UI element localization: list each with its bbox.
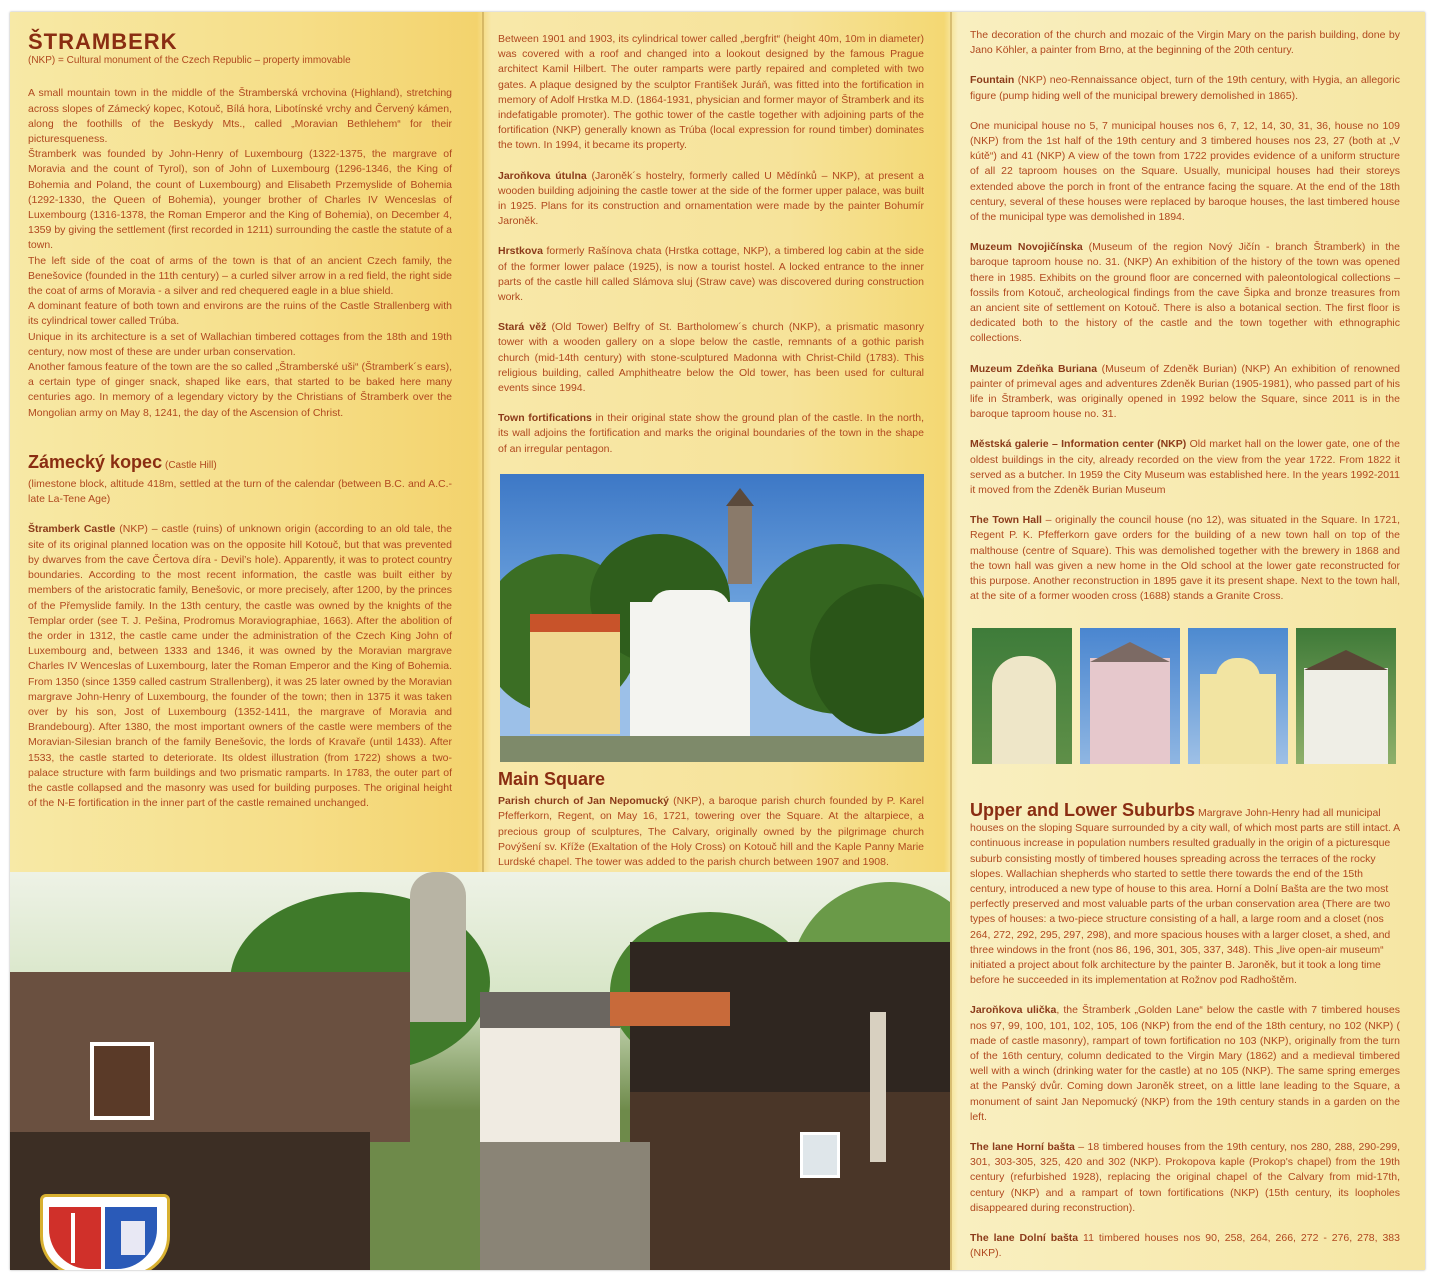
page-title: ŠTRAMBERK — [28, 29, 178, 54]
item-text: (Museum of the region Nový Jičín - branch Štramberk) in the baroque taproom house no. 31. (NKP) An exhibition of the history of the town was opened there in 1985. Exhibits on the ground floor are concerned with paleontological collections – fossils from Kotouč, archeological findings from the cave Šipka and bronze treasures from an ancient site of settlement on Kotouč. There is also a botanical section. The first floor is dedicated both to the history of the castle and the town together with ethnographic collections. — [970, 241, 1400, 345]
tower-roof — [726, 488, 754, 506]
paragraph: The left side of the coat of arms of the town is that of an ancient Czech family, the Benešovice (founded in the 11th century) – a curled silver arrow in a red field, the right side the coat of arms of Moravia - a silver and red chequered eagle in a blue shield. — [28, 254, 452, 298]
item-text: Old market hall on the lower gate, one of the oldest buildings in the city, already recorded on the view from the year 1722. From 1822 it served as a butcher. In 1959 the City Museum was established here. In the years 1992-2011 it moved from the Zdeněk Burian Museum — [970, 438, 1400, 497]
item-text: (Old Tower) Belfry of St. Bartholomew´s church (NKP), a prismatic masonry tower with a wooden gallery on a slope below the castle, remnants of a gothic parish church (mid-14th century) with stone-sculptured Madonna with Christ-Child (1783). This religious building, called Amphitheatre below the Old tower, has been used for cultural events since 1994. — [498, 321, 924, 395]
suburbs-text: Margrave John-Henry had all municipal houses on the sloping Square surrounded by a city wall, of which most parts are still intact. A continuous increase in population numbers resulted gradually in the origin of a picturesque suburb consisting mostly of timbered houses spreading across the terraces of the rocky slopes. Wallachian shepherds who started to settle there towards the end of the 15th century, introduced a new type of house to this area. Horní a Dolní Bašta are the two most perfectly preserved and most valuable parts of the urban conservation area (There are two types of houses: a two-piece structure consisting of a hall, a large room and a closet (nos 264, 272, 292, 295, 297, 298), and more spacious houses with a larger closet, a shed, and three windows in the front (nos 86, 196, 301, 305, 337, 348). This „live open-air museum“ initiated a project about folk architecture by the painter B. Jaroněk, but it took a long time before he succeeded in its implementation at Rožnov pod Radhoštěm. — [970, 807, 1400, 987]
column-1 — [28, 29, 452, 826]
paragraph: A dominant feature of both town and environs are the ruins of the Castle Strallenberg with its cylindrical tower called Trúba. — [28, 300, 452, 328]
main-square-photo — [500, 474, 924, 762]
paragraph: Unique in its architecture is a set of Wallachian timbered cottages from the 18th and 19th century, now most of these are under urban conservation. — [28, 330, 452, 358]
item-text: – originally the council house (no 12), was situated in the Square. In 1721, Regent P. K. Pfefferkorn gave orders for the building of a new town hall on top of the malthouse (centre of Square). This was demolished together with the brewery in 1868 and the town hall was given a new home in the Old school at the lower gate reconstructed for this purpose. Another reconstruction in 1895 gave it its present shape. Next to the town hall, at the site of a former wooden cross (1688) stands a Granite Cross. — [970, 514, 1400, 603]
column-3 — [970, 28, 1400, 620]
item — [970, 73, 1400, 103]
item-text: 11 timbered houses nos 90, 258, 264, 266, 272 - 276, 278, 383 (NKP). — [970, 1232, 1400, 1260]
suburbs-section — [970, 788, 1400, 1270]
item-text: (NKP) neo-Rennaissance object, turn of the 19th century, with Hygia, an allegoric figure (pump hiding well of the municipal brewery demolished in 1865). — [970, 74, 1400, 102]
castle-paragraph — [28, 522, 452, 811]
castle-tower — [410, 872, 466, 1022]
cottage-wall — [630, 1092, 950, 1270]
item — [970, 240, 1400, 346]
item — [970, 362, 1400, 423]
yellow-house — [530, 624, 620, 734]
section-heading — [28, 451, 452, 473]
section-title-note: (Castle Hill) — [165, 459, 217, 471]
section-title: Zámecký kopec — [28, 451, 163, 472]
paragraph: Another famous feature of the town are the so called „Štramberské uši“ (Štramberk´s ears), a certain type of ginger snack, shaped like ears, that started to be baked here many centuries ago. In memory of a legendary victory by the Christians of Štramberk over the Mongolian army on May 8, 1241, the day of the Ascension of Christ. — [28, 361, 452, 419]
section-subtitle: (limestone block, altitude 418m, settled at the turn of the calendar (between B.C. and A.C.- late La-Tene Age) — [28, 478, 452, 506]
item-label: Jaroňkova útulna — [498, 169, 587, 182]
cottage-window — [800, 1132, 840, 1178]
item — [970, 437, 1400, 498]
item — [970, 119, 1400, 225]
photo-old-tower — [972, 628, 1072, 764]
item-text: (NKP), a baroque parish church founded by P. Karel Pfefferkorn, Regent, on May 16, 1721, towering over the Square. At the altarpiece, a precious group of sculptures, The Calvary, originally owned by the pilgrimage church Povýšení sv. Kříže (Exaltation of the Holy Cross) on Kotouč hill and the Kaple Panny Marie Lurdské chapel. The tower was added to the parish church between 1907 and 1908. — [498, 795, 924, 869]
white-house — [480, 1022, 620, 1142]
street-photo — [10, 872, 950, 1270]
item — [970, 1231, 1400, 1261]
item-label: Muzeum Zdeňka Buriana — [970, 362, 1098, 375]
parish-paragraph — [498, 794, 924, 870]
item-label: Hrstkova — [498, 245, 543, 258]
item-text: , the Štramberk „Golden Lane“ below the castle with 7 timbered houses nos 97, 99, 100, 101, 102, 105, 106 (NKP) from the end of the 18th century, no 102 (NKP) ( made of castle masonry), rampart of town fortification no 103 (NKP), originally from the turn of the 16th century, column dedicated to the Virgin Mary (1862) and a medieval timbered well with a winch (drinking water for the castle) at no 105 (NKP). The same spring emerges at the Panský dvůr. Coming down Jaroněk street, on a little lane leading to the Square, a monument of saint Jan Nepomucký (NKP) from the 19th century stands in a garden on the left. — [970, 1004, 1400, 1123]
section-title: Main Square — [498, 769, 606, 789]
item-label: The Town Hall — [970, 514, 1042, 527]
section-title: Upper and Lower Suburbs — [970, 800, 1196, 820]
cottage-roof — [10, 972, 410, 1142]
item-text: (Jaroněk´s hostelry, formerly called U Mědínků – NKP), at present a wooden building adjoining the castle tower at the side of the former upper palace, was built in 1925. Plans for its construction and ornamentation were made by the painter Bohumír Jaroněk. — [498, 169, 924, 228]
item-label: The lane Horní bašta — [970, 1141, 1075, 1154]
item-text: (Museum of Zdeněk Burian) (NKP) An exhibition of renowned painter of primeval ages and adventures Zdeněk Burian (1905-1981), who passed part of his life in Štramberk, was originally opened in 1992 below the Square, since 2011 is in the baroque taproom house no. 31. — [970, 362, 1400, 421]
item-label: Stará věž — [498, 321, 547, 334]
item-label: Muzeum Novojičínska — [970, 241, 1083, 254]
cottage-window — [90, 1042, 154, 1120]
brochure-sheet — [10, 12, 1425, 1270]
item-text: in their original state show the ground plan of the castle. In the north, its wall adjoins the fortification and marks the original boundaries of the town in the shape of an irregular pentagon. — [498, 412, 924, 455]
photo-timbered-house — [1296, 628, 1396, 764]
item — [498, 169, 924, 230]
item-label: The lane Dolní bašta — [970, 1232, 1079, 1245]
intro-text — [28, 86, 452, 420]
item — [498, 244, 924, 305]
column-2 — [498, 32, 924, 472]
square-ground — [500, 736, 924, 762]
paragraph: A small mountain town in the middle of the Štramberská vrchovina (Highland), stretching across slopes of Zámecký kopec, Kotouč, Bílá hora, Libotínské vrchy and Červený kámen, along the foothills of the Beskydy Mts., called „Moravian Bethlehem“ for their picturesqueness. — [28, 87, 452, 146]
photo-town-hall — [1080, 628, 1180, 764]
item-label: Jaroňkova ulička — [970, 1004, 1057, 1017]
item-label: Fountain — [970, 74, 1015, 87]
item-text: – 18 timbered houses from the 19th century, nos 280, 288, 290-299, 301, 303-305, 325, 420 and 302 (NKP). Prokopova kaple (Prokop's chapel) from the 19th century (refurbished 1928), replacing the original chapel of the Calvary from mid-17th, century (NKP) and a rampart of town fortifications (NKP) (15th century, its loopholes disappeared during reconstruction). — [970, 1141, 1401, 1214]
castle-tower — [728, 504, 752, 584]
item — [970, 1140, 1400, 1216]
statue-column — [870, 1012, 886, 1162]
item-text: formerly Rašínova chata (Hrstka cottage, NKP), a timbered log cabin at the side of the former lower palace (1925), is now a tourist hostel. A locked entrance to the inner parts of the castle hill called Slámova sluj (Straw cave) was discovered during construction work. — [498, 245, 924, 304]
item-label: Town fortifications — [498, 412, 592, 425]
item — [970, 1003, 1400, 1125]
item — [498, 320, 924, 396]
decoration-paragraph: The decoration of the church and mozaic of the Virgin Mary on the parish building, done by Jano Köhler, a painter from Brno, at the beginning of the 20th century. — [970, 29, 1400, 57]
photo-museum — [1188, 628, 1288, 764]
item — [970, 513, 1400, 604]
item-label: Parish church of Jan Nepomucký — [498, 795, 670, 808]
cobbled-street — [480, 1142, 650, 1270]
item — [498, 411, 924, 457]
fold-line — [950, 12, 952, 1270]
item-label: Městská galerie – Information center (NKP) — [970, 438, 1187, 451]
coat-of-arms — [40, 1194, 170, 1270]
paragraph: Štramberk was founded by John-Henry of Luxembourg (1322-1375, the margrave of Moravia and the count of Tyrol), son of John of Luxembourg (1296-1346, the King of Bohemia and Poland, the count of Luxembourg) and Elisabeth Przemyslide of Bohemia (1292-1330, the Queen of Bohemia), younger brother of Charles IV Wenceslas of Luxembourg (1316-1378, the Roman Emperor and the King of Bohemia), on December 4, 1359 by giving the settlement (first recorded in 1211) surrounding the castle the statute of a town. — [28, 148, 452, 252]
white-house — [630, 602, 750, 742]
tower-paragraph: Between 1901 and 1903, its cylindrical tower called „bergfrit“ (height 40m, 10m in diameter) was covered with a roof and changed into a lookout designed by the famous Prague architect Kamil Hilbert. The outer ramparts were partly repaired and completed with two gates. A plaque designed by the sculptor František Juráň, was fitted into the fortification in memory of Adolf Hrstka M.D. (1864-1931, physician and former mayor of Štramberk and its indefatigable promoter). The gothic tower of the castle together with adjoining parts of the fortification (NKP) generally known as Trúba (local expression for round timber) dominates the town. In 1994, it became its property. — [498, 33, 924, 152]
main-square-section — [498, 769, 924, 885]
item-text: One municipal house no 5, 7 municipal houses nos 6, 7, 12, 14, 30, 31, 36, house no 109 (NKP) from the 1st half of the 19th century and 3 timbered houses nos 23, 27 (both at „V kútě“) and 41 (NKP) A view of the town from 1722 provides evidence of a uniform structure of all 22 taproom houses on the Square. Usually, municipal houses had their storeys extended above the porch in front of the entrance facing the square. At the end of the 18th century, several of these houses were replaced by baroque houses, the last timbered house of the municipal type was demolished in 1894. — [970, 119, 1400, 224]
castle-label: Štramberk Castle — [28, 523, 116, 536]
castle-text: (NKP) – castle (ruins) of unknown origin (according to an old tale, the site of its original planned location was on the opposite hill Kotouč, but that was prevented by dwarves from the cave Čertova díra - Devil’s hole). Apparently, it was to protect country boundaries. According to the most recent information, the castle was built either by members of the aristocratic family, Benešovic, or more precisely, after 1200, by the princes of the Přemyslide family. In the 13th century, the castle was owned by the knights of the Templar order (see T. J. Pešina, Prodromus Moraviographiae, 1663). After the abolition of the order in 1312, the castle came under the administration of the Czech King John of Luxembourg and, between 1333 and 1346, it was owned by the Moravian margrave Charles IV Wenceslas of Luxembourg, later the Roman Emperor and the King of Bohemia. From 1350 (since 1359 called castrum Strallenberg), it was 25 later owned by the Moravian margrave John-Henry of Luxembourg, the founder of the town; then in 1375 it was taken over by his son, Jost of Luxembourg (1352-1411, the margrave of Moravia and Brandebourg). After 1380, the most important owners of the castle were members of the Moravian-Silesian branch of the family Benešovic, the lords of Kravaře (until 1433). After 1533, the castle started to deteriorate. Its oldest illustration (from 1722) shows a two-palace structure with farm buildings and two prismatic ramparts. In 1783, the outer part of the castle collapsed and the masonry was used for building purposes. The original height of the N-E fortification in the inner part of the castle remained unchanged. — [28, 523, 452, 810]
subtitle: (NKP) = Cultural monument of the Czech Republic – property immovable — [28, 55, 351, 67]
